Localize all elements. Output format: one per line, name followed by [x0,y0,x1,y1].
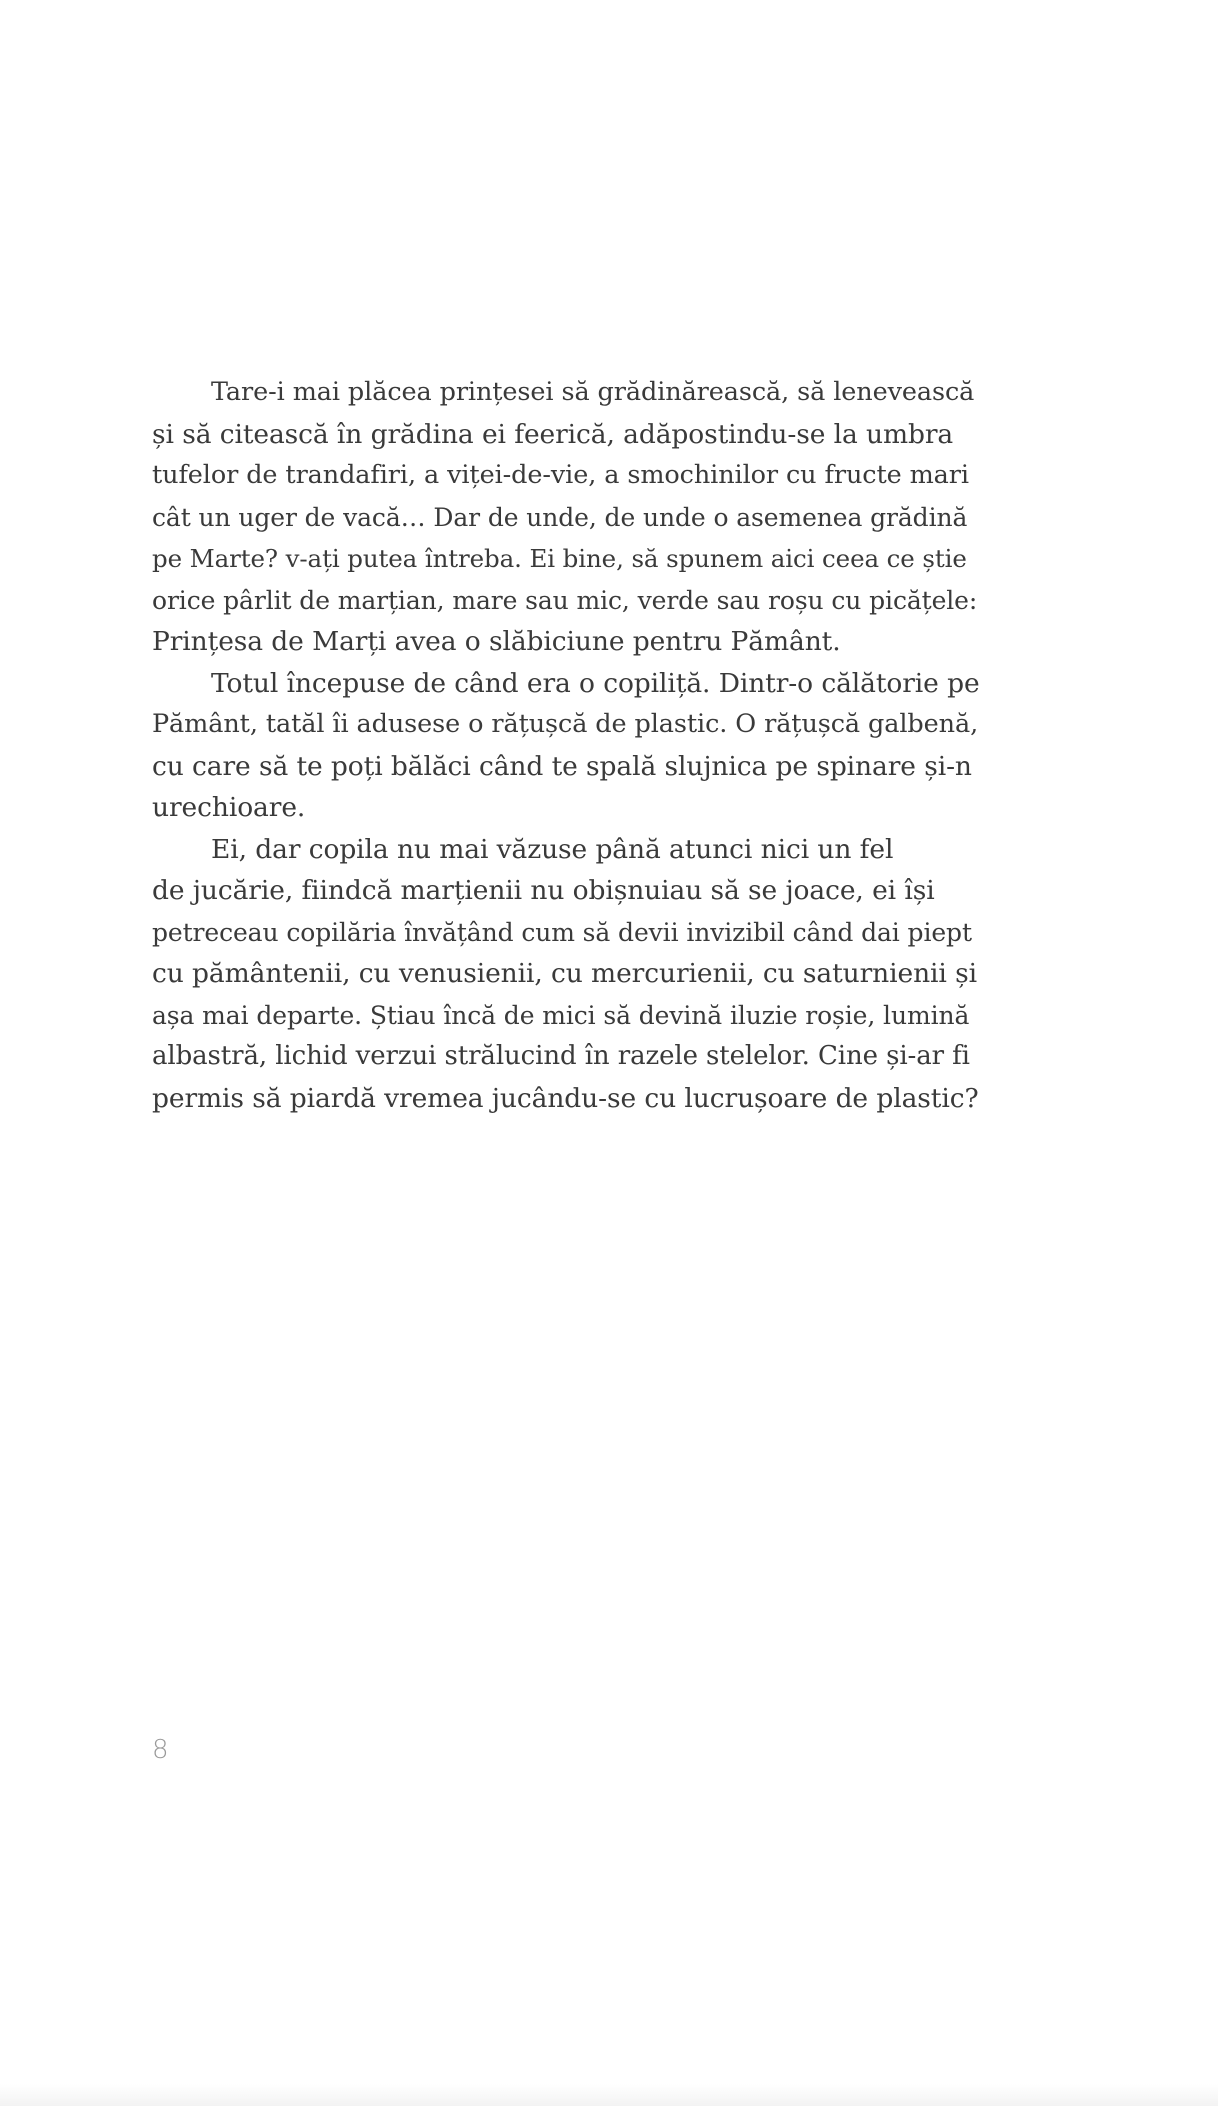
paragraph-3-line-5: așa mai departe. Știau încă de mici să devină iluzie roșie, lumină [152,1000,970,1030]
paragraph-3-line-4: cu pământenii, cu venusienii, cu mercurienii, cu saturnienii și [152,958,977,989]
paragraph-2-line-2: Pământ, tatăl îi adusese o rățușcă de plastic. O rățușcă galbenă, [152,709,979,739]
paragraph-1-line-4: cât un uger de vacă… Dar de unde, de unde o asemenea grădină [152,502,968,532]
paragraph-2-line-4: urechioare. [152,792,306,823]
paragraph-1-line-5: pe Marte? v-ați putea întreba. Ei bine, să spunem aici ceea ce știe [152,544,967,573]
paragraph-3-line-3: petreceau copilăria învățând cum să devii invizibil când dai piept [152,917,972,947]
paragraph-3-line-7: permis să piardă vremea jucându-se cu lucrușoare de plastic? [152,1082,979,1114]
paragraph-1-line-7: Prințesa de Marți avea o slăbiciune pentru Pământ. [152,626,841,657]
paragraph-2-line-3: cu care să te poți bălăci când te spală slujnica pe spinare și-n [152,750,972,782]
paragraph-1-line-3: tufelor de trandafiri, a viței-de-vie, a smochinilor cu fructe mari [152,460,969,490]
body-text [152,372,982,1119]
bottom-edge [0,2084,1218,2106]
paragraph-2-line-1: Totul începuse de când era o copiliță. Dintr-o călătorie pe [211,667,980,699]
paragraph-3-line-6: albastră, lichid verzui strălucind în razele stelelor. Cine și-ar fi [152,1041,970,1071]
paragraph-1-line-2: și să citească în grădina ei feerică, adăpostindu-se la umbra [152,418,954,450]
paragraph-3-line-2: de jucărie, fiindcă marțienii nu obișnuiau să se joace, ei își [152,875,935,906]
paragraph-3-line-1: Ei, dar copila nu mai văzuse până atunci nici un fel [211,833,894,865]
page-number: 8 [152,1735,169,1765]
paragraph-1-line-6: orice pârlit de marțian, mare sau mic, verde sau roșu cu picățele: [152,585,978,615]
paragraph-1-line-1: Tare-i mai plăcea prințesei să grădinărească, să lenevească [211,377,975,407]
